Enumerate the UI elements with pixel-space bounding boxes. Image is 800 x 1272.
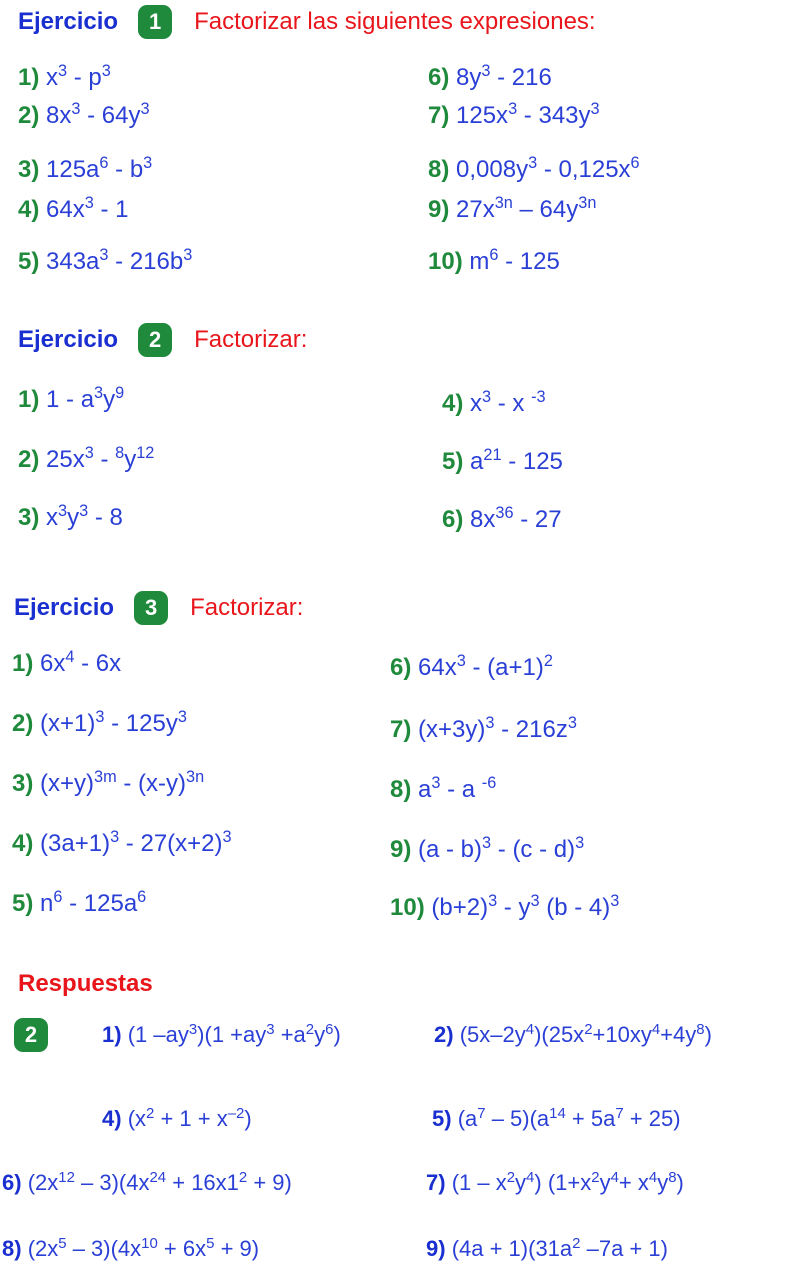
exercise3-item: 8) $a^3$ - a $^{-6}$ — [390, 774, 497, 803]
answer-item: 9) $(4a + 1)(31a^2$ –7a + 1) — [426, 1234, 668, 1261]
answer-item: 8) $(2x^5 - 3)(4x^{10} + 6x^5 + 9)$ — [2, 1234, 260, 1261]
exercise2-header — [18, 322, 307, 358]
answer-item: 2) $(5x-2y^4)(25x^2+10xy^4+4y^8)$ — [434, 1020, 712, 1047]
answer-item: 6) $(2x^{12} - 3)(4x^{24} + 16x1^2 + 9)$ — [2, 1168, 292, 1195]
exercise2-title: Ejercicio — [18, 326, 119, 353]
exercise1-subtitle: Factorizar las siguientes expresiones: — [194, 8, 596, 35]
exercise2-item: 6) $8x^{36} - 27$ — [442, 504, 562, 533]
exercise1-header — [18, 4, 596, 40]
exercise1-badge: 1 — [138, 5, 172, 39]
exercise2-item: 2) $25x^3 - ^8y^{12}$ — [18, 444, 155, 473]
exercise3-item: 2) $(x+1)^3 - 125y^3$ — [12, 708, 187, 737]
exercise2-item: 4) $x^3$ - x $^{-3}$ — [442, 388, 546, 417]
exercise3-item: 6) $64x^3 - (a+1)^2$ — [390, 652, 553, 681]
exercise1-item: 8) $0,008y^3 - 0,125x^6$ — [428, 154, 640, 183]
exercise1-item: 7) $125x^3 - 343y^3$ — [428, 100, 600, 129]
exercise3-title: Ejercicio — [14, 594, 115, 621]
exercise2-item: 3) $x^3y^3 - 8$ — [18, 502, 123, 531]
exercise1-item: 10) $m^6 - 125$ — [428, 246, 560, 275]
exercise3-subtitle: Factorizar: — [190, 594, 304, 621]
answers-badge: 2 — [14, 1018, 48, 1052]
exercise1-item: 6) $8y^3 - 216$ — [428, 62, 552, 91]
exercise1-item: 2) $8x^3 - 64y^3$ — [18, 100, 150, 129]
exercise3-item: 9) (a - b)$^3$ - (c - d)$^3$ — [390, 834, 585, 863]
exercise3-item: 10) $(b+2)^3 - y^3$ (b - 4)$^3$ — [390, 892, 620, 921]
exercise1-title: Ejercicio — [18, 8, 119, 35]
exercise1-item: 4) $64x^3 - 1$ — [18, 194, 129, 223]
exercise1-item: 9) $27x^{3n} - 64y^{3n}$ — [428, 194, 597, 223]
exercise2-subtitle: Factorizar: — [194, 326, 308, 353]
answers-badge-wrap — [14, 1018, 48, 1052]
exercise1-item: 1) $x^3 - p^3$ — [18, 62, 111, 91]
answer-item: 5) $(a^7 - 5)(a^{14} + 5a^7 + 25)$ — [432, 1104, 681, 1131]
answer-item: 1) (1 $-ay^3)(1 +ay^3 +a^2y^6)$ — [102, 1020, 341, 1047]
exercise1-item: 3) $125a^6 - b^3$ — [18, 154, 153, 183]
exercise3-item: 7) $(x+3y)^3 - 216z^3$ — [390, 714, 577, 743]
exercise3-item: 1) $6x^4 - 6x$ — [12, 648, 122, 677]
exercise3-item: 3) $(x+y)^{3m} - (x-y)^{3n}$ — [12, 768, 205, 797]
exercise3-header — [14, 590, 303, 626]
exercise3-item: 4) $(3a+1)^3 - 27(x+2)^3$ — [12, 828, 232, 857]
exercise3-item: 5) $n^6 - 125a^6$ — [12, 888, 147, 917]
exercise3-badge: 3 — [134, 591, 168, 625]
answer-item: 4) $(x^2 + 1 + x^{-2})$ — [102, 1104, 252, 1131]
exercise2-item: 5) $a^{21} - 125$ — [442, 446, 563, 475]
exercise2-badge: 2 — [138, 323, 172, 357]
answers-title: Respuestas — [18, 970, 153, 997]
answer-item: 7) $(1 - x^2y^4)$ $(1+x^2y^4+ x^4y^8)$ — [426, 1168, 684, 1195]
exercise1-item: 5) $343a^3 - 216b^3$ — [18, 246, 193, 275]
exercise2-item: 1) $1 - a^3y^9$ — [18, 384, 125, 413]
